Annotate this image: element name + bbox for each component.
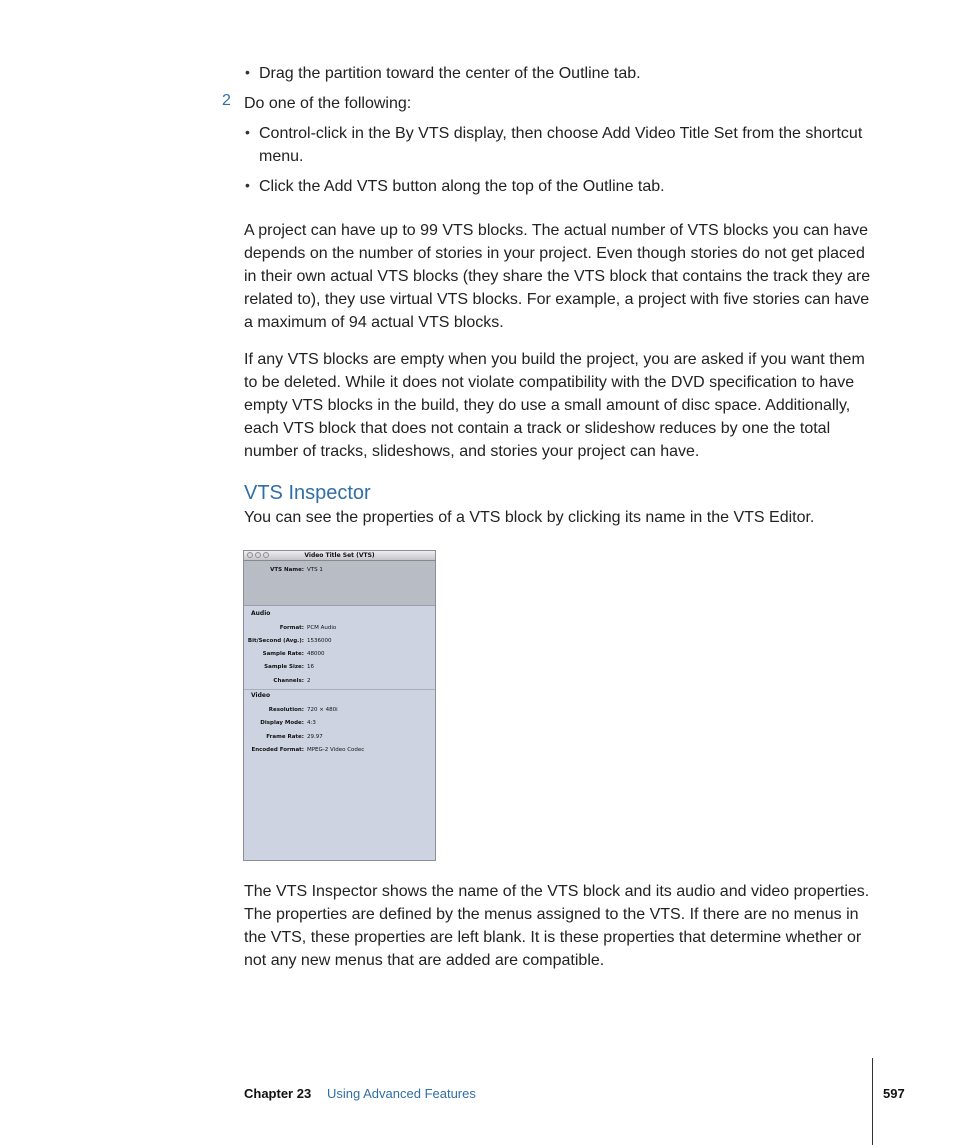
list-item-drag-partition: Drag the partition toward the center of the Outline tab.	[259, 65, 641, 82]
audio-bitrate-label: Bit/Second (Avg.):	[247, 638, 304, 644]
step-text: Do one of the following:	[244, 95, 412, 112]
audio-sample-size-value: 16	[307, 664, 314, 670]
page-number: 597	[883, 1086, 905, 1101]
footer-chapter: Chapter 23	[244, 1086, 312, 1101]
list-item-add-vts-button: Click the Add VTS button along the top of the Outline tab.	[259, 178, 665, 195]
vts-inspector-window	[243, 550, 436, 861]
video-frame-rate-label: Frame Rate:	[266, 734, 304, 740]
section-intro: You can see the properties of a VTS block by clicking its name in the VTS Editor.	[244, 509, 815, 526]
audio-sample-rate-label: Sample Rate:	[262, 651, 304, 657]
video-header: Video	[251, 692, 271, 699]
vts-name-label: VTS Name:	[270, 567, 304, 573]
paragraph-inspector-description: The VTS Inspector shows the name of the VTS block and its audio and video properties. The properties are defined by the menus assigned to the VTS. If there are no menus in the VTS, these properties are left blank. It is these properties that determine whether or not any new menus that are added are compatible.	[244, 883, 870, 969]
audio-format-label: Format:	[279, 625, 304, 631]
video-encoded-format-label: Encoded Format:	[251, 747, 304, 753]
audio-format-value: PCM Audio	[307, 625, 337, 631]
audio-header: Audio	[251, 610, 271, 617]
paragraph-vts-limit: A project can have up to 99 VTS blocks. The actual number of VTS blocks you can have depends on the number of stories in your project. Even though stories do not get placed in their own actual VTS blocks (they share the VTS block that contains the track they are related to), they use virtual VTS blocks. For example, a project with five stories can have a maximum of 94 actual VTS blocks.	[244, 222, 871, 331]
video-resolution-label: Resolution:	[268, 707, 304, 713]
audio-sample-size-label: Sample Size:	[264, 664, 304, 670]
audio-bitrate-value: 1536000	[307, 638, 332, 644]
list-item-control-click: Control-click in the By VTS display, then choose Add Video Title Set from the shortcut menu.	[259, 125, 863, 165]
video-display-mode-value: 4:3	[307, 720, 316, 726]
inspector-title-bar	[244, 551, 435, 561]
inspector-title: Video Title Set (VTS)	[304, 552, 375, 559]
step-number: 2	[222, 92, 231, 109]
vts-name-value[interactable]: VTS 1	[307, 567, 323, 573]
paragraph-empty-vts: If any VTS blocks are empty when you build the project, you are asked if you want them to be deleted. While it does not violate compatibility with the DVD specification to have empty VTS blocks in the build, they do use a small amount of disc space. Additionally, each VTS block that does not contain a track or slideshow reduces by one the total number of tracks, slideshows, and stories your project can have.	[244, 351, 865, 460]
video-encoded-format-value: MPEG-2 Video Codec	[307, 747, 365, 753]
audio-channels-label: Channels:	[273, 678, 304, 684]
audio-sample-rate-value: 48000	[307, 651, 325, 657]
video-frame-rate-value: 29.97	[307, 734, 323, 740]
video-resolution-value: 720 × 480i	[307, 707, 338, 713]
bullet-marker: •	[245, 64, 250, 80]
section-heading: VTS Inspector	[244, 482, 371, 504]
audio-channels-value: 2	[307, 678, 311, 684]
footer-divider	[872, 1058, 873, 1145]
video-display-mode-label: Display Mode:	[260, 720, 304, 726]
footer-chapter-title: Using Advanced Features	[327, 1086, 476, 1101]
section-divider	[244, 689, 435, 690]
bullet-marker: •	[245, 177, 250, 193]
bullet-marker: •	[245, 124, 250, 140]
vts-name-section	[244, 561, 435, 606]
